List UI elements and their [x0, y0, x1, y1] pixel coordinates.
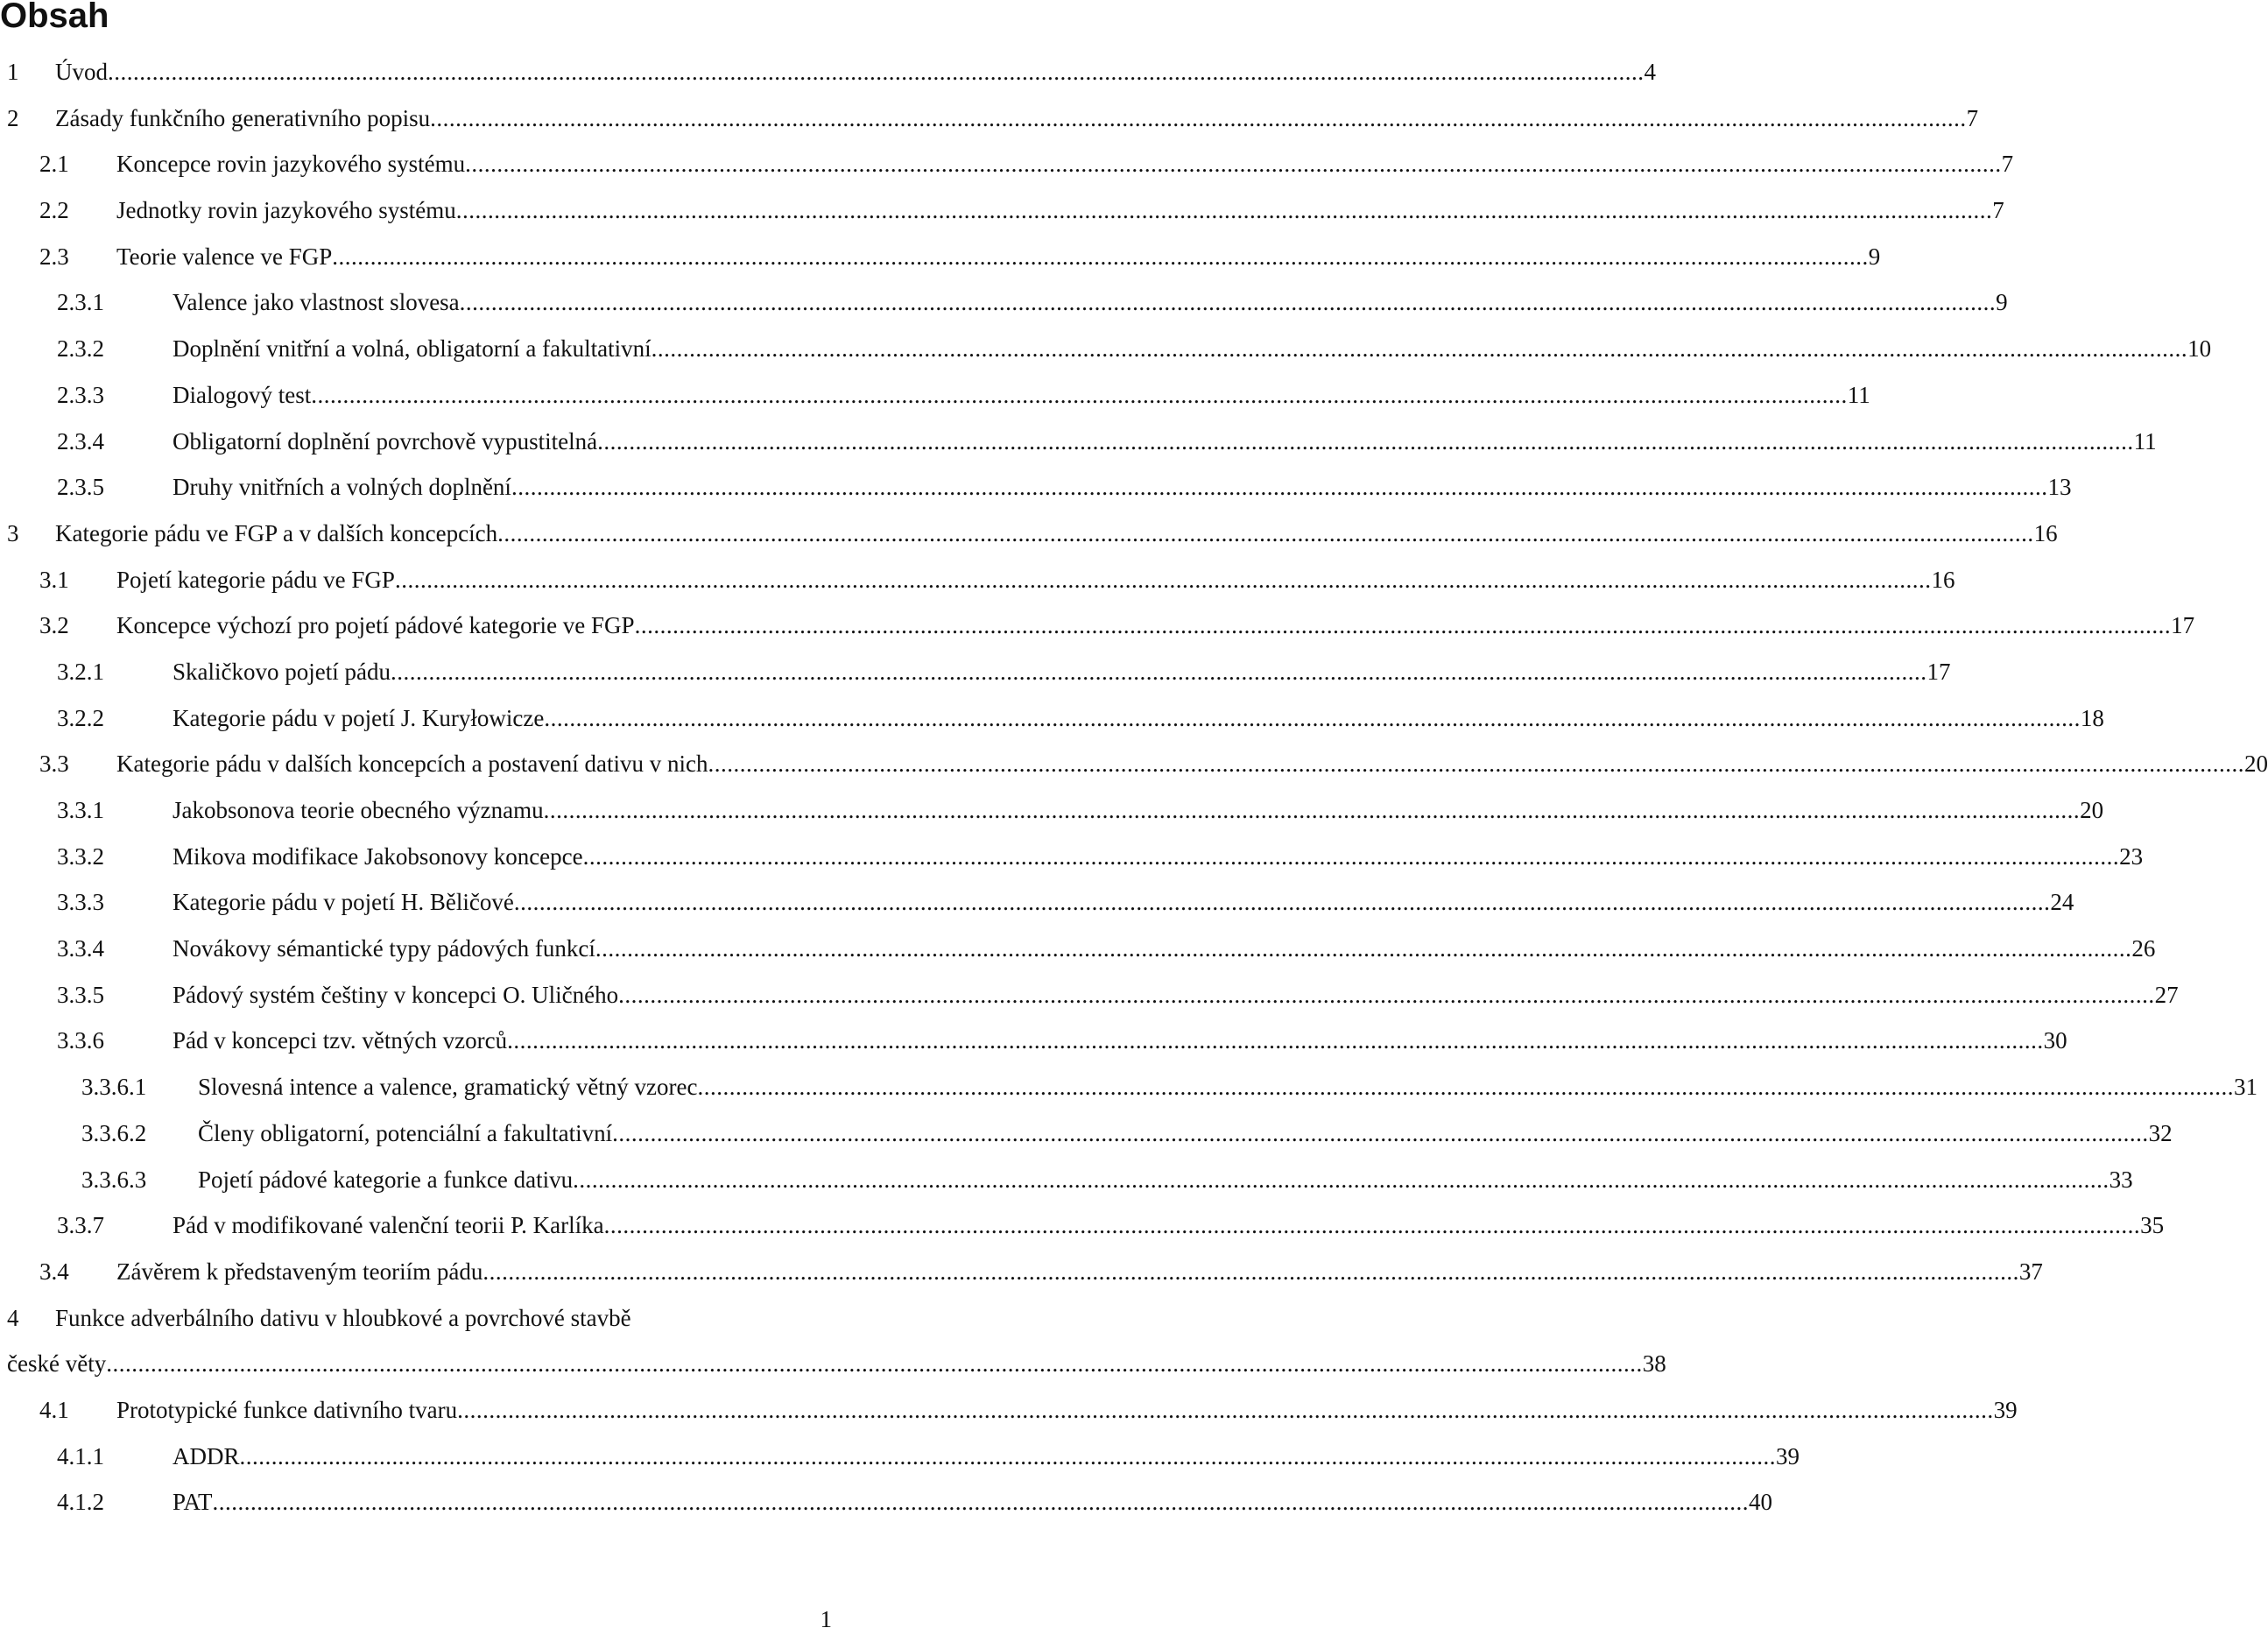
- toc-entry-title: Skaličkovo pojetí pádu: [173, 658, 391, 685]
- toc-entry-page: 31: [2234, 1074, 2257, 1101]
- dot-leader: [497, 518, 2034, 548]
- toc-entry-number: 3.4: [39, 1258, 69, 1285]
- toc-entry-page: 38: [1642, 1350, 1666, 1378]
- toc-entry-number: 2.3.2: [57, 335, 104, 363]
- page-number: 1: [820, 1606, 832, 1632]
- dot-leader: [213, 1487, 1750, 1517]
- dot-leader: [573, 1165, 2110, 1195]
- toc-entry[interactable]: [7, 610, 2195, 657]
- toc-entry-number: 3.3.5: [57, 981, 104, 1008]
- table-of-contents: [7, 57, 2268, 1533]
- toc-entry-number: 3.3.1: [57, 797, 104, 823]
- toc-entry-page: 33: [2109, 1166, 2133, 1193]
- toc-entry-number: 2.3: [39, 243, 69, 270]
- dot-leader: [108, 57, 1645, 87]
- toc-entry-page: 4: [1644, 59, 1656, 85]
- toc-entry-page: 27: [2154, 981, 2179, 1008]
- dot-leader: [457, 1395, 1994, 1425]
- toc-entry-number: 2.3.5: [57, 474, 104, 501]
- toc-entry-page: 9: [1996, 289, 2008, 316]
- toc-entry-title: Pád v modifikované valenční teorii P. Karlíka: [173, 1212, 604, 1239]
- toc-entry-page: 16: [2033, 519, 2058, 546]
- toc-entry[interactable]: [7, 1395, 2018, 1441]
- toc-entry-continuation[interactable]: [7, 1349, 1666, 1395]
- toc-entry-number: 3.2.2: [57, 704, 104, 731]
- toc-entry-number: 1: [7, 59, 19, 85]
- toc-entry-page: 7: [2001, 151, 2014, 178]
- toc-entry-number: 2.1: [39, 151, 69, 178]
- dot-leader: [604, 1210, 2141, 1240]
- toc-entry-number: 3.3.4: [57, 935, 104, 962]
- toc-entry-title: Mikova modifikace Jakobsonovy koncepce: [173, 842, 583, 870]
- toc-entry-title: Kategorie pádu v pojetí H. Běličové: [173, 889, 514, 916]
- dot-leader: [456, 195, 1993, 225]
- toc-entry[interactable]: [7, 426, 2157, 473]
- dot-leader: [430, 103, 1967, 133]
- toc-entry-number: 3: [7, 519, 19, 546]
- toc-entry[interactable]: [7, 472, 2072, 518]
- dot-leader: [511, 472, 2048, 502]
- page-title: Obsah: [0, 0, 109, 35]
- dot-leader: [597, 426, 2134, 456]
- toc-entry-title: Obligatorní doplnění povrchově vypustitelná: [173, 427, 598, 455]
- toc-entry[interactable]: [7, 703, 2104, 750]
- toc-entry-page: 26: [2131, 935, 2156, 962]
- toc-entry[interactable]: [7, 334, 2212, 380]
- toc-entry[interactable]: [7, 380, 1870, 426]
- toc-entry-page: 16: [1931, 566, 1955, 593]
- toc-entry-title: Jednotky rovin jazykového systému: [116, 197, 456, 224]
- toc-entry-title-continued: české věty: [7, 1350, 107, 1378]
- toc-entry[interactable]: [7, 1072, 2257, 1118]
- toc-entry[interactable]: [7, 887, 2074, 934]
- toc-entry[interactable]: [7, 1118, 2173, 1165]
- toc-entry-title: Pádový systém češtiny v koncepci O. Uličného: [173, 981, 619, 1008]
- toc-entry-number: 3.3.3: [57, 889, 104, 916]
- toc-entry-number: 4.1.1: [57, 1442, 104, 1469]
- toc-entry-number: 2.2: [39, 197, 69, 224]
- toc-entry[interactable]: [7, 103, 1979, 150]
- toc-entry-page: 37: [2018, 1258, 2043, 1285]
- toc-entry-page: 39: [1993, 1396, 2018, 1423]
- toc-entry-page: 11: [1847, 381, 1870, 408]
- toc-entry-number: 2.3.3: [57, 381, 104, 408]
- toc-entry-page: 20: [2244, 751, 2268, 778]
- toc-entry-title: Pojetí kategorie pádu ve FGP: [116, 566, 395, 593]
- toc-entry-title: Dialogový test: [173, 381, 312, 408]
- toc-entry[interactable]: [7, 749, 2268, 795]
- toc-entry[interactable]: [7, 1487, 1773, 1533]
- toc-entry-title: Kategorie pádu v pojetí J. Kuryłowicze: [173, 704, 545, 731]
- toc-entry-title: Pád v koncepci tzv. větných vzorců: [173, 1027, 508, 1054]
- toc-entry-title: Členy obligatorní, potenciální a fakultativní: [198, 1119, 613, 1146]
- toc-entry[interactable]: [7, 1303, 833, 1350]
- toc-entry-title: Teorie valence ve FGP: [116, 243, 333, 270]
- toc-entry-page: 7: [1966, 104, 1979, 131]
- toc-entry-title: Prototypické funkce dativního tvaru: [116, 1396, 458, 1423]
- dot-leader: [311, 380, 1848, 410]
- toc-entry-number: 2: [7, 104, 19, 131]
- toc-entry-page: 24: [2050, 889, 2074, 916]
- dot-leader: [652, 334, 2188, 363]
- toc-entry[interactable]: [7, 1210, 2165, 1257]
- toc-entry[interactable]: [7, 242, 1881, 288]
- toc-entry-title: Úvod: [55, 59, 108, 85]
- toc-entry-number: 2.3.4: [57, 427, 104, 455]
- dot-leader: [583, 842, 2120, 871]
- dot-leader: [106, 1349, 1643, 1378]
- toc-entry-page: 30: [2043, 1027, 2067, 1054]
- toc-entry-page: 35: [2140, 1212, 2165, 1239]
- toc-entry-title: Koncepce rovin jazykového systému: [116, 151, 466, 178]
- toc-entry-title: Závěrem k představeným teoriím pádu: [116, 1258, 483, 1285]
- toc-entry-title: Kategorie pádu v dalších koncepcích a postavení dativu v nich: [116, 751, 708, 778]
- dot-leader: [332, 242, 1869, 271]
- toc-entry[interactable]: [7, 1257, 2043, 1303]
- toc-entry-title: Kategorie pádu ve FGP a v dalších koncepcích: [55, 519, 498, 546]
- toc-entry-number: 3.3.6.2: [81, 1119, 147, 1146]
- dot-leader: [698, 1072, 2235, 1102]
- toc-entry-number: 3.1: [39, 566, 69, 593]
- toc-entry-page: 39: [1776, 1442, 1800, 1469]
- dot-leader: [395, 565, 1932, 595]
- toc-entry-number: 3.3: [39, 751, 69, 778]
- toc-entry-number: 3.2.1: [57, 658, 104, 685]
- dot-leader: [612, 1118, 2149, 1148]
- toc-entry-page: 9: [1868, 243, 1881, 270]
- toc-entry-number: 3.3.6.1: [81, 1074, 147, 1101]
- toc-entry-number: 3.3.6.3: [81, 1166, 147, 1193]
- toc-entry[interactable]: [7, 657, 1951, 703]
- toc-entry-number: 2.3.1: [57, 289, 104, 316]
- toc-entry-page: 13: [2047, 474, 2072, 501]
- toc-entry-title: Koncepce výchozí pro pojetí pádové kategorie ve FGP: [116, 612, 635, 639]
- toc-entry-page: 23: [2119, 842, 2144, 870]
- dot-leader: [507, 1025, 2044, 1055]
- toc-entry-title: Doplnění vnitřní a volná, obligatorní a fakultativní: [173, 335, 652, 363]
- dot-leader: [544, 795, 2081, 825]
- toc-entry-title: PAT: [173, 1489, 213, 1516]
- toc-entry-title: Jakobsonova teorie obecného významu: [173, 797, 544, 823]
- toc-entry-title: Zásady funkčního generativního popisu: [55, 104, 431, 131]
- dot-leader: [544, 703, 2081, 733]
- toc-entry-page: 11: [2133, 427, 2157, 455]
- toc-entry-page: 32: [2148, 1119, 2173, 1146]
- toc-entry[interactable]: [7, 1165, 2133, 1211]
- toc-entry-number: 4.1.2: [57, 1489, 104, 1516]
- toc-entry[interactable]: [7, 57, 1656, 103]
- toc-entry-number: 3.3.2: [57, 842, 104, 870]
- toc-entry-title: Slovesná intence a valence, gramatický větný vzorec: [198, 1074, 698, 1101]
- toc-entry[interactable]: [7, 795, 2104, 842]
- toc-entry-number: 4.1: [39, 1396, 69, 1423]
- toc-entry[interactable]: [7, 1441, 1800, 1488]
- toc-entry-page: 17: [2171, 612, 2195, 639]
- toc-entry-number: 3.2: [39, 612, 69, 639]
- toc-entry-page: 20: [2080, 797, 2104, 823]
- toc-entry-title: Druhy vnitřních a volných doplnění: [173, 474, 511, 501]
- toc-entry[interactable]: [7, 149, 2014, 195]
- dot-leader: [240, 1441, 1777, 1471]
- toc-entry-page: 18: [2080, 704, 2104, 731]
- toc-entry[interactable]: [7, 934, 2156, 980]
- toc-entry-title: Novákovy sémantické typy pádových funkcí: [173, 935, 595, 962]
- toc-entry-page: 17: [1926, 658, 1951, 685]
- toc-entry-title: Funkce adverbálního dativu v hloubkové a povrchové stavbě: [55, 1304, 631, 1331]
- toc-entry-title: Pojetí pádové kategorie a funkce dativu: [198, 1166, 574, 1193]
- dot-leader: [391, 657, 1927, 687]
- dot-leader: [595, 934, 2132, 963]
- toc-entry[interactable]: [7, 980, 2179, 1026]
- toc-entry-title: ADDR: [173, 1442, 240, 1469]
- toc-entry[interactable]: [7, 1025, 2067, 1072]
- dot-leader: [514, 887, 2051, 917]
- toc-entry[interactable]: [7, 565, 1955, 611]
- dot-leader: [482, 1257, 2019, 1286]
- toc-entry[interactable]: [7, 518, 2058, 565]
- toc-entry[interactable]: [7, 195, 2004, 242]
- toc-entry-title: Valence jako vlastnost slovesa: [173, 289, 460, 316]
- toc-entry-page: 7: [1992, 197, 2004, 224]
- toc-entry[interactable]: [7, 287, 2008, 334]
- toc-entry-number: 3.3.7: [57, 1212, 104, 1239]
- toc-entry-number: 4: [7, 1304, 19, 1331]
- dot-leader: [465, 149, 2002, 179]
- toc-entry-number: 3.3.6: [57, 1027, 104, 1054]
- dot-leader: [460, 287, 1997, 317]
- toc-entry[interactable]: [7, 842, 2144, 888]
- toc-entry-page: 40: [1749, 1489, 1773, 1516]
- dot-leader: [708, 749, 2245, 779]
- dot-leader: [635, 610, 2172, 640]
- dot-leader: [618, 980, 2155, 1010]
- toc-entry-page: 10: [2187, 335, 2212, 363]
